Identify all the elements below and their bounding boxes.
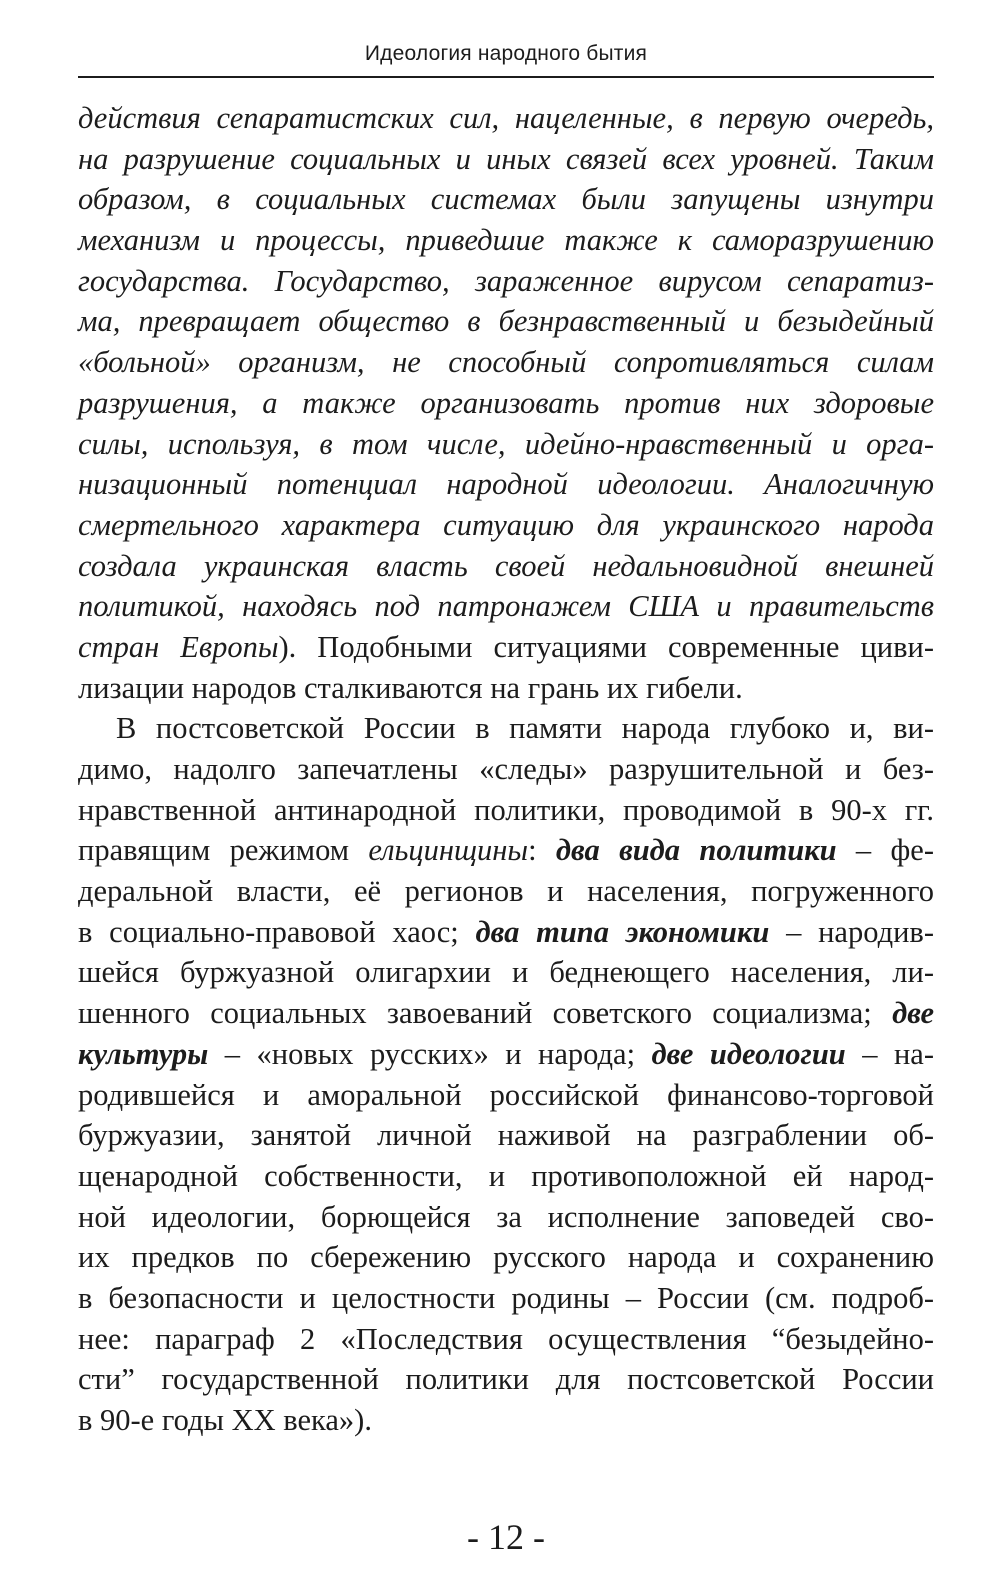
text-run: образом, в социальных системах были запущены изнутри bbox=[78, 182, 934, 217]
text-line bbox=[78, 1034, 934, 1075]
text-line bbox=[78, 383, 934, 424]
text-run: их предков по сбережению русского народа и сохранению bbox=[78, 1240, 934, 1275]
text-line bbox=[78, 586, 934, 627]
emphasis-term: два типа экономики bbox=[475, 914, 770, 949]
text-line bbox=[78, 993, 934, 1034]
body-text bbox=[78, 98, 934, 1441]
text-line bbox=[78, 261, 934, 302]
text-run: ). Подобными ситуациями современные циви- bbox=[278, 629, 934, 664]
text-run: разрушения, а также организовать против них здоровые bbox=[78, 385, 934, 420]
text-run: – «новых русских» и народа; bbox=[208, 1036, 652, 1071]
text-line bbox=[78, 98, 934, 139]
emphasis-term: две bbox=[892, 996, 934, 1031]
text-line bbox=[78, 1400, 934, 1441]
text-line bbox=[78, 179, 934, 220]
text-run: лизации народов сталкиваются на грань их гибели. bbox=[78, 670, 743, 705]
text-line bbox=[78, 464, 934, 505]
text-line bbox=[78, 301, 934, 342]
text-line bbox=[78, 1115, 934, 1156]
text-line bbox=[78, 424, 934, 465]
text-run: родившейся и аморальной российской финансово-торговой bbox=[78, 1077, 934, 1112]
text-line bbox=[78, 1319, 934, 1360]
running-header-title: Идеология народного бытия bbox=[364, 42, 648, 65]
text-line bbox=[78, 1359, 934, 1400]
text-run: нее: параграф 2 «Последствия осуществления “безыдейно- bbox=[78, 1321, 934, 1356]
text-run: в безопасности и целостности родины – России (см. подроб- bbox=[78, 1280, 934, 1315]
text-run: щенародной собственности, и противоположной ей народ- bbox=[78, 1158, 934, 1193]
text-line bbox=[78, 1156, 934, 1197]
text-line bbox=[78, 790, 934, 831]
text-run: смертельного характера ситуацию для украинского народа bbox=[78, 507, 934, 542]
text-run: – на- bbox=[845, 1036, 934, 1071]
text-line bbox=[78, 830, 934, 871]
text-line bbox=[78, 342, 934, 383]
text-run: создала украинская власть своей недальновидной внешней bbox=[78, 548, 934, 583]
text-line bbox=[78, 1278, 934, 1319]
text-run: деральной власти, её регионов и населения, погруженного bbox=[78, 874, 934, 909]
text-line bbox=[78, 220, 934, 261]
text-run: – народив- bbox=[769, 914, 934, 949]
text-run: ной идеологии, борющейся за исполнение заповедей сво- bbox=[78, 1199, 934, 1234]
text-run: «больной» организм, не способный сопротивляться силам bbox=[78, 345, 934, 380]
emphasis-term: два вида политики bbox=[555, 833, 837, 868]
text-line bbox=[78, 749, 934, 790]
text-run: димо, надолго запечатлены «следы» разрушительной и без- bbox=[78, 752, 934, 786]
text-line bbox=[78, 952, 934, 993]
text-line bbox=[78, 1075, 934, 1116]
text-run: нравственной антинародной политики, проводимой в 90-х гг. bbox=[78, 792, 934, 827]
text-run: механизм и процессы, приведшие также к саморазрушению bbox=[78, 223, 934, 258]
text-run: ельцинщины bbox=[368, 833, 529, 868]
text-line bbox=[78, 505, 934, 546]
text-line bbox=[78, 1197, 934, 1238]
text-run: стран Европы bbox=[78, 629, 279, 664]
text-line bbox=[78, 871, 934, 912]
text-run: политикой, находясь под патронажем США и правительств bbox=[78, 589, 934, 624]
text-run: в 90-е годы XX века»). bbox=[78, 1403, 372, 1437]
page-number: - 12 - bbox=[467, 1517, 545, 1557]
text-run: государства. Государство, зараженное вирусом сепаратиз- bbox=[78, 263, 934, 298]
paragraph bbox=[78, 98, 934, 708]
text-run: сти” государственной политики для постсоветской России bbox=[78, 1362, 934, 1397]
header-rule bbox=[78, 76, 934, 78]
text-run: шейся буржуазной олигархии и беднеющего населения, ли- bbox=[78, 955, 934, 990]
text-run: правящим режимом bbox=[78, 833, 369, 868]
text-line bbox=[78, 627, 934, 668]
text-run: – фе- bbox=[836, 833, 934, 868]
text-line bbox=[78, 668, 934, 709]
text-line bbox=[78, 139, 934, 180]
text-run: буржуазии, занятой личной наживой на разграблении об- bbox=[78, 1118, 934, 1153]
text-line bbox=[78, 912, 934, 953]
paragraph bbox=[78, 708, 934, 1440]
text-run: действия сепаратистских сил, нацеленные, в первую очередь, bbox=[78, 101, 934, 135]
text-run: низационный потенциал народной идеологии. Аналогичную bbox=[78, 467, 934, 502]
text-line bbox=[78, 546, 934, 587]
text-run: на разрушение социальных и иных связей всех уровней. Таким bbox=[78, 141, 934, 176]
emphasis-term: две идеологии bbox=[651, 1036, 846, 1071]
text-line bbox=[78, 1237, 934, 1278]
emphasis-term: культуры bbox=[78, 1036, 209, 1071]
text-run: силы, используя, в том числе, идейно-нравственный и орга- bbox=[78, 426, 934, 461]
text-run: в социально-правовой хаос; bbox=[78, 914, 476, 949]
text-line bbox=[78, 708, 934, 749]
text-run: : bbox=[528, 833, 556, 868]
text-run: шенного социальных завоеваний советского социализма; bbox=[78, 996, 893, 1031]
text-run: ма, превращает общество в безнравственный и безыдейный bbox=[78, 304, 934, 339]
text-run: В постсоветской России в памяти народа глубоко и, ви- bbox=[116, 711, 934, 746]
